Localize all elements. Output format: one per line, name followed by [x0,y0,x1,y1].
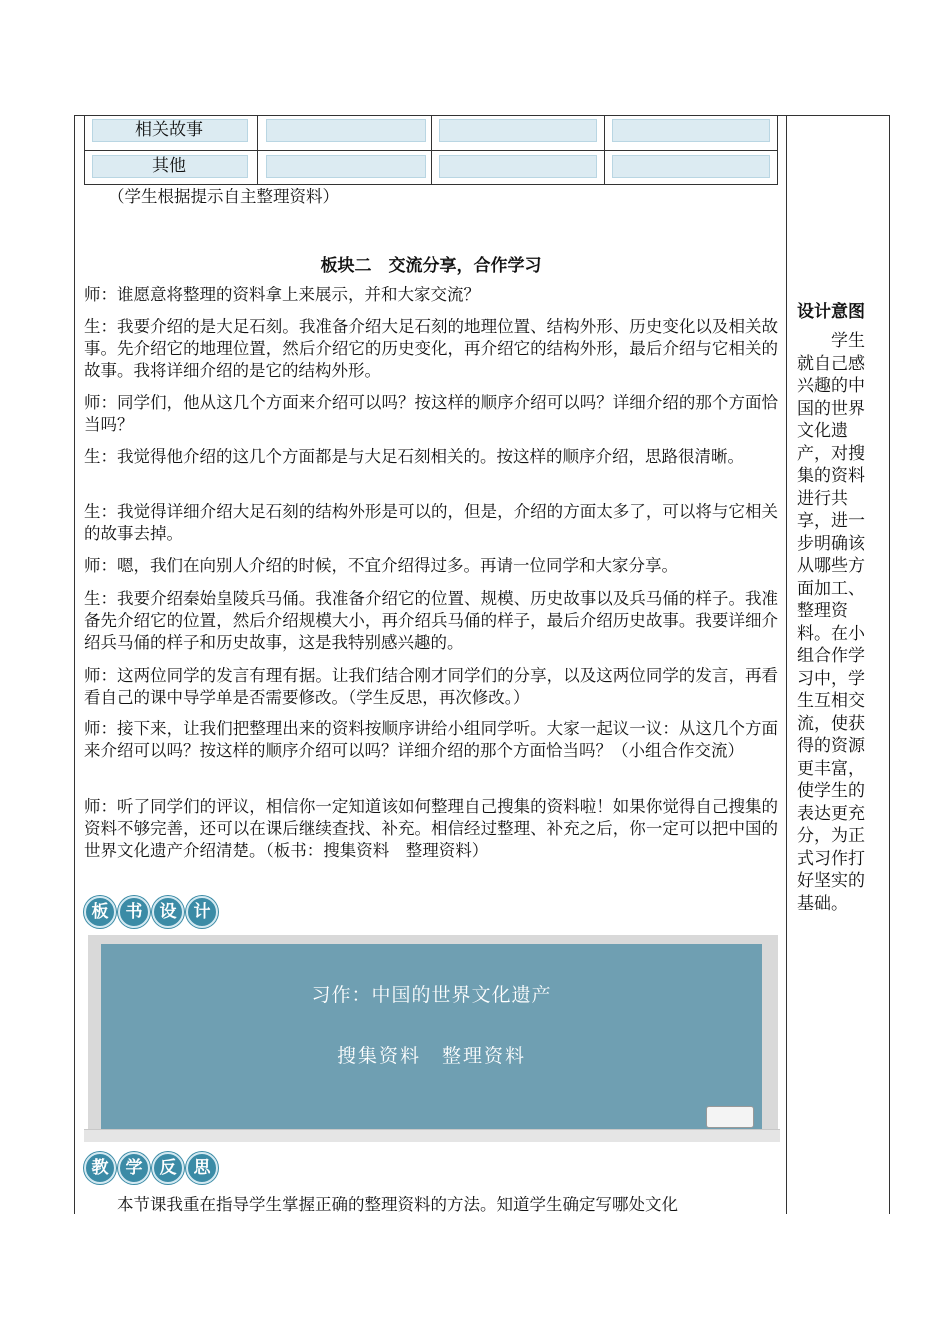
badge-char: 书 [118,896,150,928]
row-label: 其他 [152,156,186,176]
table-cell [612,155,770,178]
table-cell [266,155,426,178]
table-border [84,184,778,185]
table-cell [439,155,597,178]
badge-char: 板 [84,896,116,928]
table-border [777,115,778,185]
row-label: 相关故事 [135,120,203,140]
dialogue-paragraph: 师：接下来，让我们把整理出来的资料按顺序讲给小组同学听。大家一起议一议：从这几个方面来介绍可以吗？按这样的顺序介绍可以吗？详细介绍的那个方面恰当吗？（小组合作交流） [84,719,778,760]
table-border [84,115,85,185]
eraser-icon [706,1106,754,1128]
board-design-badge [84,896,218,928]
dialogue-paragraph: 师：谁愿意将整理的资料拿上来展示，并和大家交流？ [84,285,480,304]
badge-char: 思 [186,1152,218,1184]
note-text: （学生根据提示自主整理资料） [108,187,339,206]
table-cell [439,119,597,142]
column-divider [786,115,787,1214]
board-subtitle: 搜集资料 整理资料 [336,1045,526,1067]
table-border [431,115,432,185]
blackboard [101,944,762,1129]
table-cell [612,119,770,142]
reflection-badge [84,1152,218,1184]
dialogue-paragraph: 师：同学们，他从这几个方面来介绍可以吗？按这样的顺序介绍可以吗？详细介绍的那个方面恰当吗？ [84,393,778,434]
table-cell [266,119,426,142]
table-border [257,115,258,185]
dialogue-paragraph: 师：听了同学们的评议，相信你一定知道该如何整理自己搜集的资料啦！如果你觉得自己搜集的资料不够完善，还可以在课后继续查找、补充。相信经过整理、补充之后，你一定可以把中国的世界文化遗产介绍清楚。（板书：搜集资料 整理资料） [84,797,778,860]
badge-char: 反 [152,1152,184,1184]
dialogue-paragraph: 师：这两位同学的发言有理有据。让我们结合刚才同学们的分享，以及这两位同学的发言，再看看自己的课中导学单是否需要修改。（学生反思，再次修改。） [84,666,778,707]
board-title: 习作：中国的世界文化遗产 [311,984,552,1006]
table-border [604,115,605,185]
dialogue-paragraph: 师：嗯，我们在向别人介绍的时候，不宜介绍得过多。再请一位同学和大家分享。 [84,556,678,575]
dialogue-paragraph: 生：我要介绍秦始皇陵兵马俑。我准备介绍它的位置、规模、历史故事以及兵马俑的样子。我准备先介绍它的位置，然后介绍规模大小，再介绍兵马俑的样子，最后介绍历史故事。我要详细介绍兵马俑的样子和历史故事，这是我特别感兴趣的。 [84,589,778,652]
reflection-text: 本节课我重在指导学生掌握正确的整理资料的方法。知道学生确定写哪处文化 [117,1195,678,1214]
design-intent-text: 学生就自己感兴趣的中国的世界文化遗产，对搜集的资料进行共享，进一步明确该从哪些方面加工、整理资料。在小组合作学习中，学生互相交流，使获得的资源更丰富，使学生的表达更充分，为正式习作打好坚实的基础。 [797,331,865,914]
section-title: 板块二 交流分享，合作学习 [320,256,542,276]
dialogue-paragraph: 生：我要介绍的是大足石刻。我准备介绍大足石刻的地理位置、结构外形、历史变化以及相关故事。先介绍它的地理位置，然后介绍它的历史变化，再介绍它的结构外形，最后介绍与它相关的故事。我将详细介绍的是它的结构外形。 [84,317,778,380]
dialogue-paragraph: 生：我觉得详细介绍大足石刻的结构外形是可以的，但是，介绍的方面太多了，可以将与它相关的故事去掉。 [84,502,778,543]
badge-char: 教 [84,1152,116,1184]
blackboard-ledge [84,1129,780,1142]
badge-char: 计 [186,896,218,928]
design-intent-title: 设计意图 [797,302,865,322]
dialogue-paragraph: 生：我觉得他介绍的这几个方面都是与大足石刻相关的。按这样的顺序介绍，思路很清晰。 [84,447,744,466]
badge-char: 学 [118,1152,150,1184]
badge-char: 设 [152,896,184,928]
